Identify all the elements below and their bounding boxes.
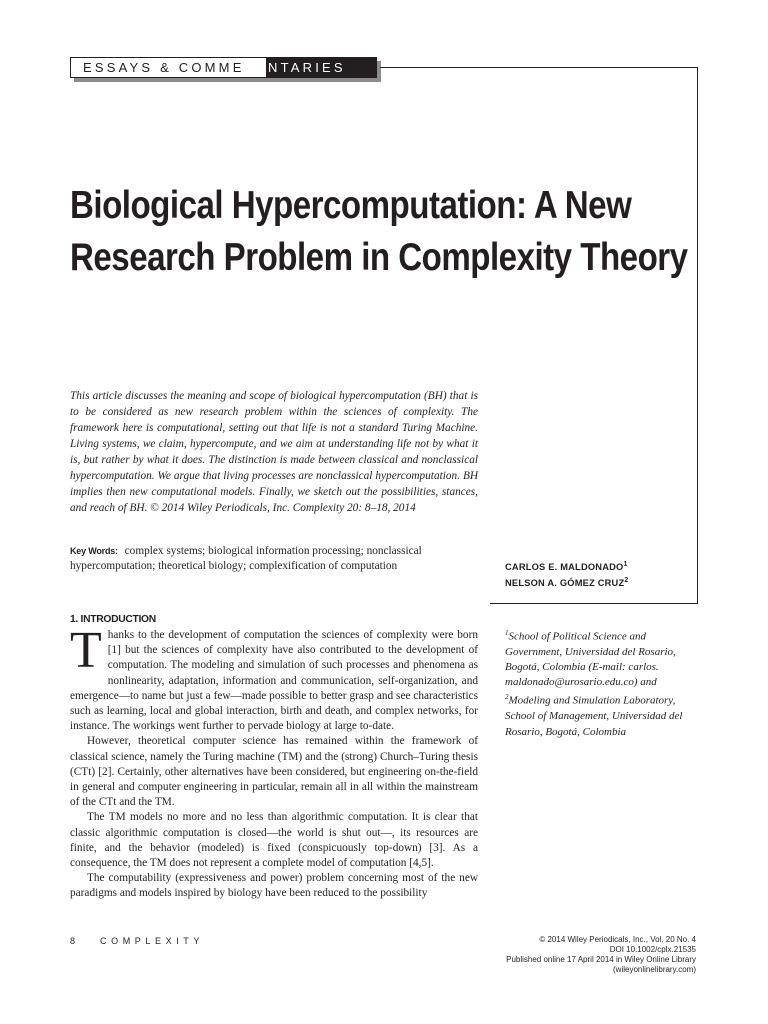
footer-line: Published online 17 April 2014 in Wiley Online Library (506, 955, 696, 964)
paragraph (70, 622, 478, 734)
keywords-label: Key Words: (70, 546, 118, 556)
author-list (505, 558, 690, 590)
page-number: 8 (70, 936, 76, 946)
abstract: This article discusses the meaning and scope of biological hypercomputation (BH) that is to be considered as new research problem within the sciences of complexity. The framework here is computational, setting out that life is not a standard Turing Machine. Living systems, we claim, hypercompute, and we aim at understanding life not by what it is, but rather by what it does. The distinction is made between classical and nonclassical hypercomputation. We argue that living processes are nonclassical hypercomputation. BH implies then new computational models. Finally, we sketch out the possibilities, stances, and reach of BH. © 2014 Wiley Periodicals, Inc. Complexity 20: 8–18, 2014 (70, 390, 478, 514)
paragraph: The TM models no more and no less than algorithmic computation. It is clear that classic algorithmic computation is closed—the world is shut out—, its resources are finite, and the behavior (modeled) is fixed (conspicuously top-down) [3]. As a consequence, the TM does not represent a complete model of computation [4,5]. (70, 811, 478, 870)
keywords (70, 544, 478, 574)
affiliations (505, 626, 700, 740)
author (505, 558, 690, 574)
paper-title: Biological Hypercomputation: A New Research Problem in Complexity Theory (70, 184, 688, 279)
frame-rule-top (380, 67, 698, 68)
section-label-right: NTARIES (268, 60, 346, 75)
paragraph: The computability (expressiveness and power) problem concerning most of the new paradigms and models inspired by biology have been reduced to the possibility (70, 872, 478, 900)
section-heading: 1. INTRODUCTION (70, 614, 156, 625)
body-text (70, 622, 478, 902)
footer-meta (490, 935, 696, 975)
footer-line: (wileyonlinelibrary.com) (613, 965, 696, 974)
author (505, 574, 690, 590)
affiliation (505, 626, 700, 690)
affiliation-sup: 2 (505, 693, 509, 702)
keywords-text: complex systems; biological information processing; nonclassical hypercomputation; theoretical biology; complexification of computation (70, 545, 422, 572)
drop-cap: T (70, 622, 102, 679)
section-label-left: ESSAYS & COMME (83, 60, 245, 75)
author-sup: 2 (624, 577, 629, 585)
footer-line: © 2014 Wiley Periodicals, Inc., Vol. 20 No. 4 (539, 935, 696, 944)
footer-line: DOI 10.1002/cplx.21535 (609, 945, 696, 954)
journal-name: COMPLEXITY (100, 936, 205, 946)
author-name: CARLOS E. MALDONADO (505, 562, 624, 573)
section-label (70, 57, 377, 78)
affiliation-sup: 1 (505, 629, 509, 637)
affiliation-text: Modeling and Simulation Laboratory, School of Management, Universidad del Rosario, Bogotá, Colombia (505, 695, 683, 738)
author-name: NELSON A. GÓMEZ CRUZ (505, 578, 625, 589)
paragraph-text: hanks to the development of computation the sciences of complexity were born [1] but the sciences of complexity have also contributed to the development of computation. The modeling and simulation of such processes and phenomena as nonlinearity, adaptation, information and communication, self-organization, and emergence—to name but just a few—made possible to better grasp and see characteristics such as learning, local and global interaction, birth and death, and complex networks, for instance. The workings went further to pervade biology at large to-date. (70, 629, 478, 733)
affiliation (505, 690, 700, 739)
frame-rule-right (697, 67, 698, 603)
paragraph: However, theoretical computer science has remained within the framework of classical science, namely the Turing machine (TM) and the (strong) Church–Turing thesis (CTt) [2]. Certainly, other alternatives have been considered, but engineering on-the-field in general and computer engineering in particular, remain all in all within the mainstream of the CTt and the TM. (70, 735, 478, 809)
author-sup: 1 (623, 561, 628, 568)
affiliation-text: School of Political Science and Government, Universidad del Rosario, Bogotá, Colombia (E-mail: carlos. maldonado@urosario.edu.co) and (505, 630, 676, 689)
frame-rule-bottom (490, 603, 698, 604)
